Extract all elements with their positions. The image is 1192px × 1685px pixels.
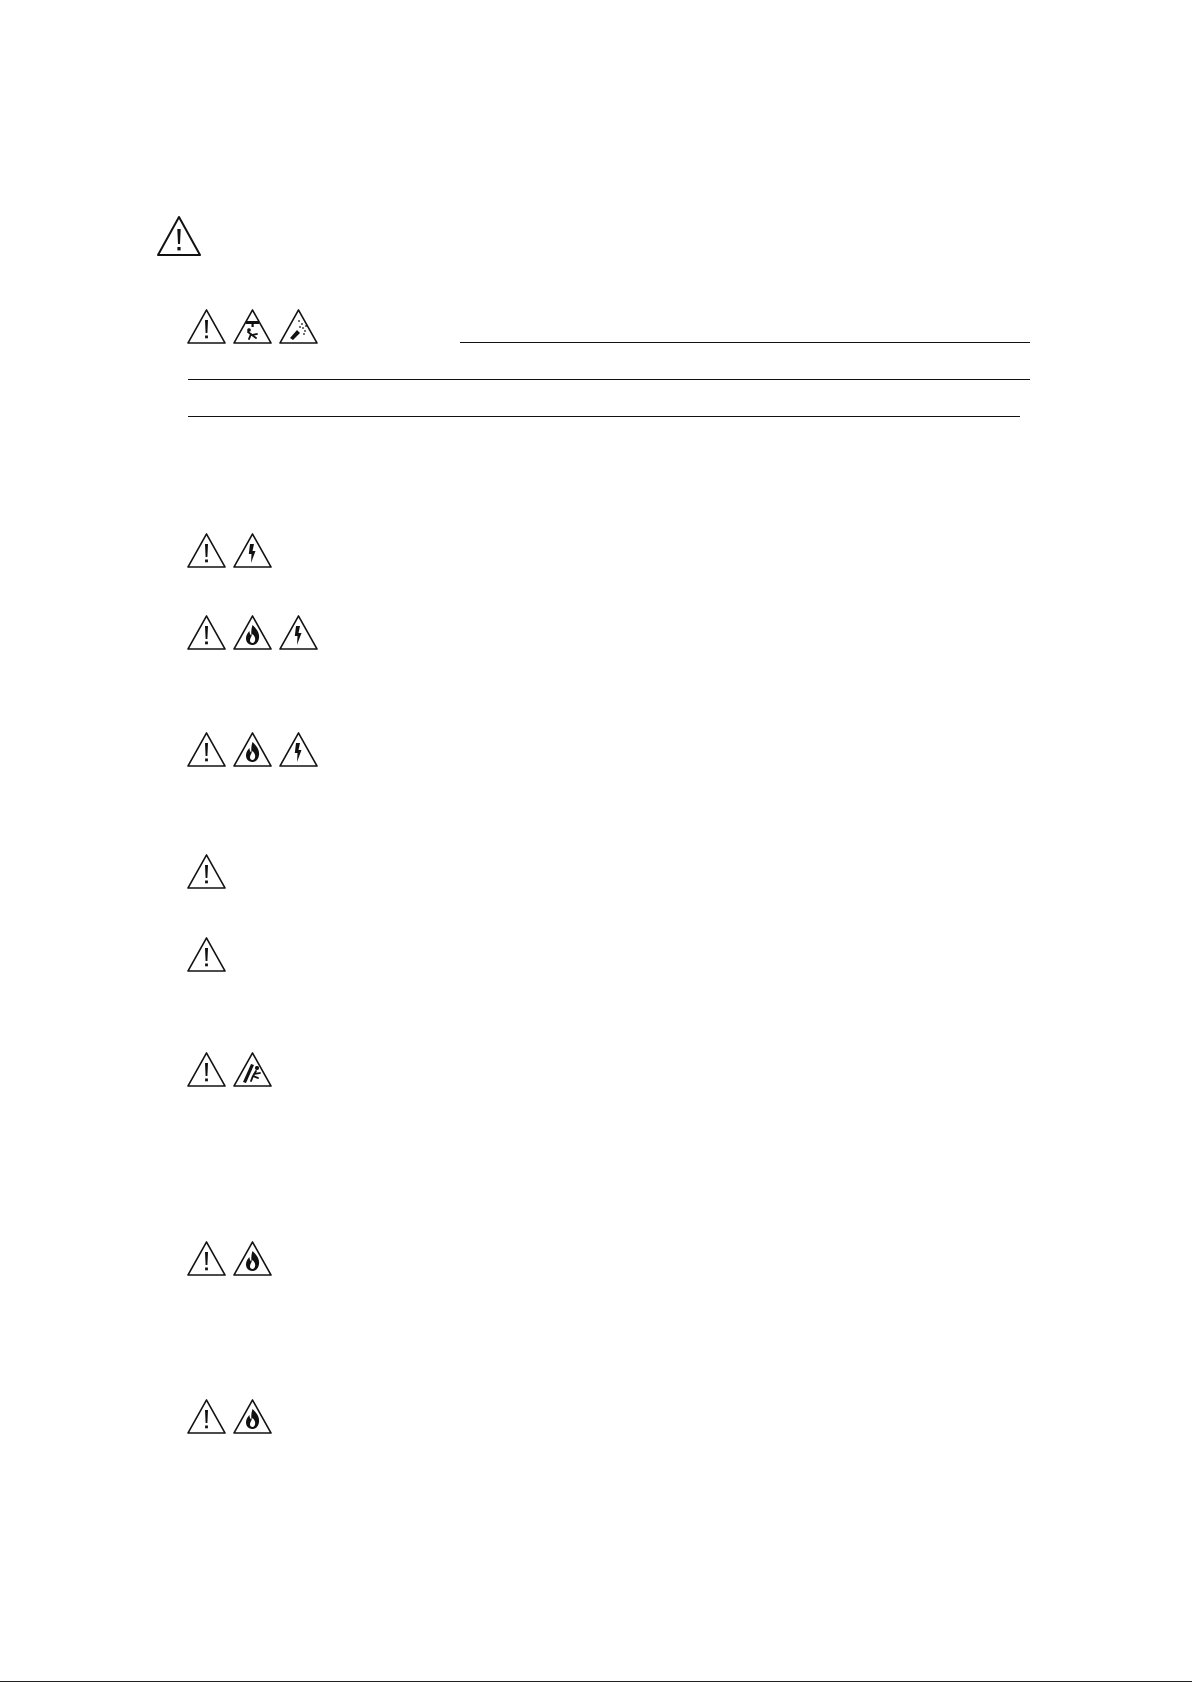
electric-shock-icon [232,532,273,569]
fill-line-3 [188,416,1020,417]
fire-icon [232,731,273,768]
warning-icon [186,731,227,768]
icon-group-3 [186,614,319,651]
spray-hazard-icon [278,308,319,345]
icon-group-5 [186,853,227,890]
page-bottom-rule [0,1681,1192,1682]
warning-icon [186,1051,227,1088]
fill-line-2 [188,379,1030,380]
warning-icon [186,308,227,345]
falling-object-icon [232,308,273,345]
fire-icon [232,1240,273,1277]
warning-icon [186,1240,227,1277]
fire-icon [232,1398,273,1435]
fire-icon [232,614,273,651]
icon-group-7 [186,1051,273,1088]
warning-icon [186,853,227,890]
icon-group-2 [186,532,273,569]
warning-icon [186,532,227,569]
fall-from-height-icon [232,1051,273,1088]
warning-icon [186,614,227,651]
icon-group-8 [186,1240,273,1277]
warning-icon [155,214,203,258]
electric-shock-icon [278,731,319,768]
icon-group-1 [186,308,319,345]
icon-group-9 [186,1398,273,1435]
electric-shock-icon [278,614,319,651]
warning-icon [186,936,227,973]
icon-group-6 [186,936,227,973]
icon-group-4 [186,731,319,768]
warning-icon [186,1398,227,1435]
fill-line-1 [460,342,1030,343]
